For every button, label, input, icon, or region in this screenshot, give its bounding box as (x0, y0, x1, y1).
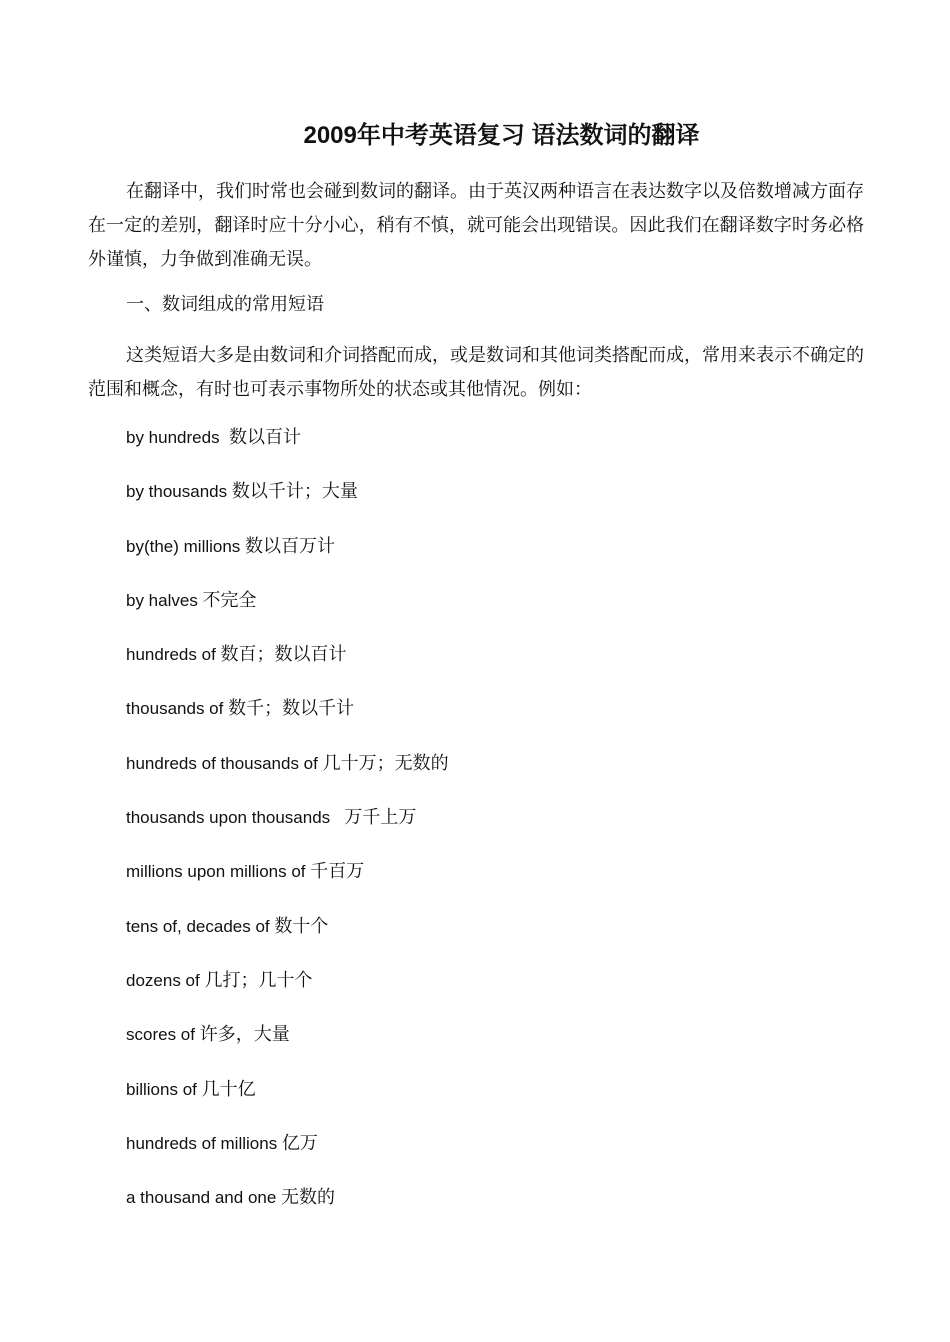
phrase-item (126, 908, 449, 962)
page-title: 2009年中考英语复习 语法数词的翻译 (303, 122, 700, 149)
phrase-item (126, 1071, 449, 1125)
phrase-english: scores of (126, 1025, 200, 1045)
phrase-item (126, 582, 449, 636)
section-heading: 一、数词组成的常用短语 (126, 294, 324, 314)
phrase-chinese: 几十万；无数的 (322, 752, 449, 773)
phrase-item (126, 1179, 449, 1233)
phrase-item (126, 690, 449, 744)
phrase-chinese: 亿万 (281, 1132, 318, 1153)
phrase-english: hundreds of thousands of (126, 753, 323, 773)
phrase-chinese: 数十个 (274, 915, 329, 936)
phrase-chinese: 千百万 (310, 861, 365, 882)
phrase-item (126, 528, 449, 582)
phrase-english: millions upon millions of (126, 862, 311, 882)
phrase-chinese: 不完全 (202, 589, 257, 610)
phrase-chinese: 几十亿 (201, 1078, 256, 1099)
phrase-english: hundreds of (126, 645, 221, 665)
phrase-list (126, 419, 449, 1233)
phrase-english: thousands of (126, 699, 229, 719)
phrase-item (126, 853, 449, 907)
phrase-item (126, 419, 449, 473)
phrase-english: hundreds of millions (126, 1133, 282, 1153)
phrase-chinese: 数百；数以百计 (220, 644, 347, 665)
phrase-english: a thousand and one (126, 1188, 282, 1208)
phrase-chinese: 数以百万计 (245, 535, 336, 556)
phrase-chinese: 万千上万 (344, 807, 417, 828)
phrase-english: thousands upon thousands (126, 808, 345, 828)
phrase-item (126, 745, 449, 799)
phrase-chinese: 数以千计；大量 (231, 481, 358, 502)
phrase-item (126, 1125, 449, 1179)
phrase-english: by hundreds (126, 428, 230, 447)
phrase-english: dozens of (126, 970, 205, 990)
phrase-item (126, 1016, 449, 1070)
phrase-english: by(the) millions (126, 536, 246, 556)
phrase-item (126, 962, 449, 1016)
phrase-item (126, 799, 449, 853)
phrase-chinese: 无数的 (281, 1187, 336, 1208)
section-intro-paragraph: 这类短语大多是由数词和介词搭配而成，或是数词和其他词类搭配而成，常用来表示不确定的范围和概念，有时也可表示事物所处的状态或其他情况。例如： (88, 345, 864, 399)
phrase-english: by thousands (126, 482, 232, 502)
phrase-chinese: 数以百计 (229, 427, 302, 447)
phrase-chinese: 数千；数以千计 (228, 698, 355, 719)
phrase-chinese: 许多，大量 (199, 1024, 290, 1045)
phrase-english: tens of, decades of (126, 916, 275, 936)
phrase-item (126, 473, 449, 527)
phrase-english: by halves (126, 590, 203, 610)
phrase-item (126, 636, 449, 690)
phrase-english: billions of (126, 1079, 202, 1099)
phrase-chinese: 几打；几十个 (204, 969, 313, 990)
intro-paragraph: 在翻译中，我们时常也会碰到数词的翻译。由于英汉两种语言在表达数字以及倍数增减方面存在一定的差别，翻译时应十分小心，稍有不慎，就可能会出现错误。因此我们在翻译数字时务必格外谨慎，力争做到准确无误。 (88, 181, 864, 269)
